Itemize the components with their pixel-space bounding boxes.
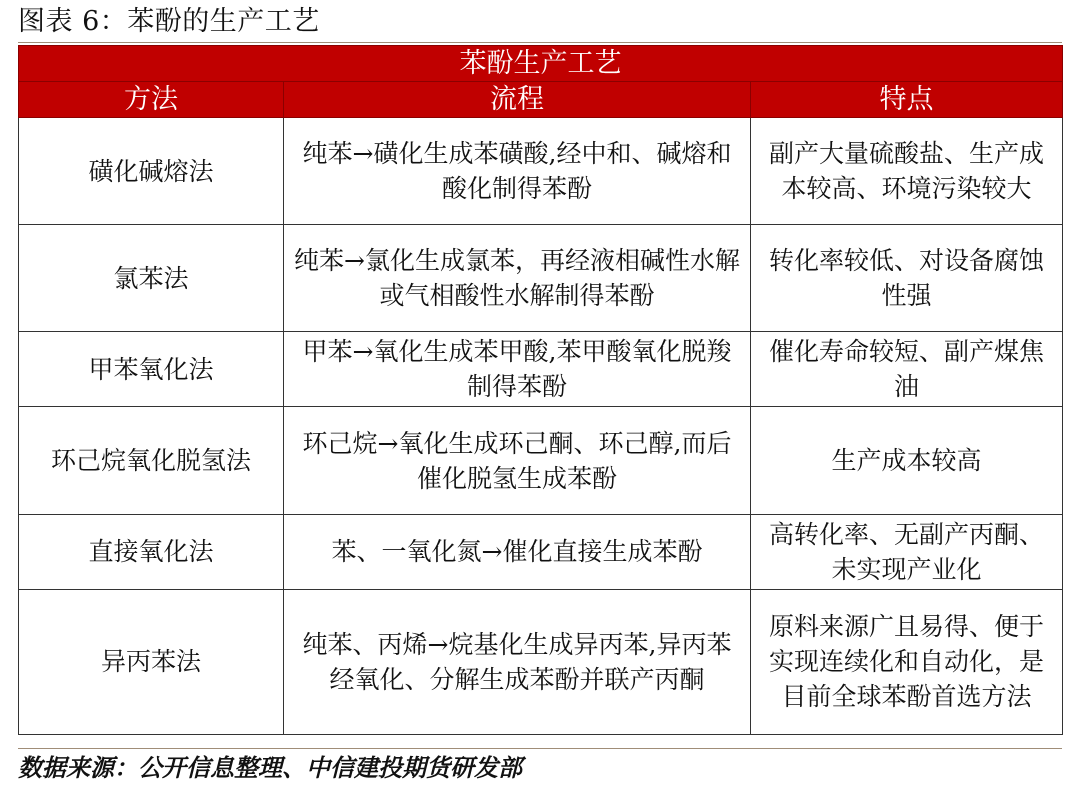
process-cell: 纯苯→氯化生成氯苯，再经液相碱性水解或气相酸性水解制得苯酚 [284,225,751,332]
feature-cell: 转化率较低、对设备腐蚀性强 [751,225,1063,332]
feature-cell: 高转化率、无副产丙酮、未实现产业化 [751,514,1063,589]
method-cell: 环己烷氧化脱氢法 [19,407,284,514]
feature-cell: 生产成本较高 [751,407,1063,514]
feature-cell: 催化寿命较短、副产煤焦油 [751,332,1063,407]
method-cell: 磺化碱熔法 [19,118,284,225]
source-note: 数据来源：公开信息整理、中信建投期货研发部 [18,753,522,782]
header-process: 流程 [284,82,751,118]
bottom-divider [18,748,1062,749]
table-title: 苯酚生产工艺 [19,46,1063,82]
process-table [18,45,1063,735]
process-cell: 苯、一氧化氮→催化直接生成苯酚 [284,514,751,589]
header-method: 方法 [19,82,284,118]
process-cell: 甲苯→氧化生成苯甲酸,苯甲酸氧化脱羧制得苯酚 [284,332,751,407]
feature-cell: 原料来源广且易得、便于实现连续化和自动化，是目前全球苯酚首选方法 [751,589,1063,734]
process-cell: 纯苯→磺化生成苯磺酸,经中和、碱熔和酸化制得苯酚 [284,118,751,225]
method-cell: 直接氧化法 [19,514,284,589]
figure-title: 图表 6：苯酚的生产工艺 [18,6,320,37]
method-cell: 异丙苯法 [19,589,284,734]
table-header-row [19,82,1063,118]
table-row [19,589,1063,734]
table-title-row [19,46,1063,82]
table-row [19,225,1063,332]
top-divider [18,42,1062,43]
method-cell: 氯苯法 [19,225,284,332]
feature-cell: 副产大量硫酸盐、生产成本较高、环境污染较大 [751,118,1063,225]
table-row [19,514,1063,589]
method-cell: 甲苯氧化法 [19,332,284,407]
table-row [19,407,1063,514]
process-cell: 环己烷→氧化生成环己酮、环己醇,而后催化脱氢生成苯酚 [284,407,751,514]
table-row [19,118,1063,225]
table-row [19,332,1063,407]
process-cell: 纯苯、丙烯→烷基化生成异丙苯,异丙苯经氧化、分解生成苯酚并联产丙酮 [284,589,751,734]
header-feature: 特点 [751,82,1063,118]
